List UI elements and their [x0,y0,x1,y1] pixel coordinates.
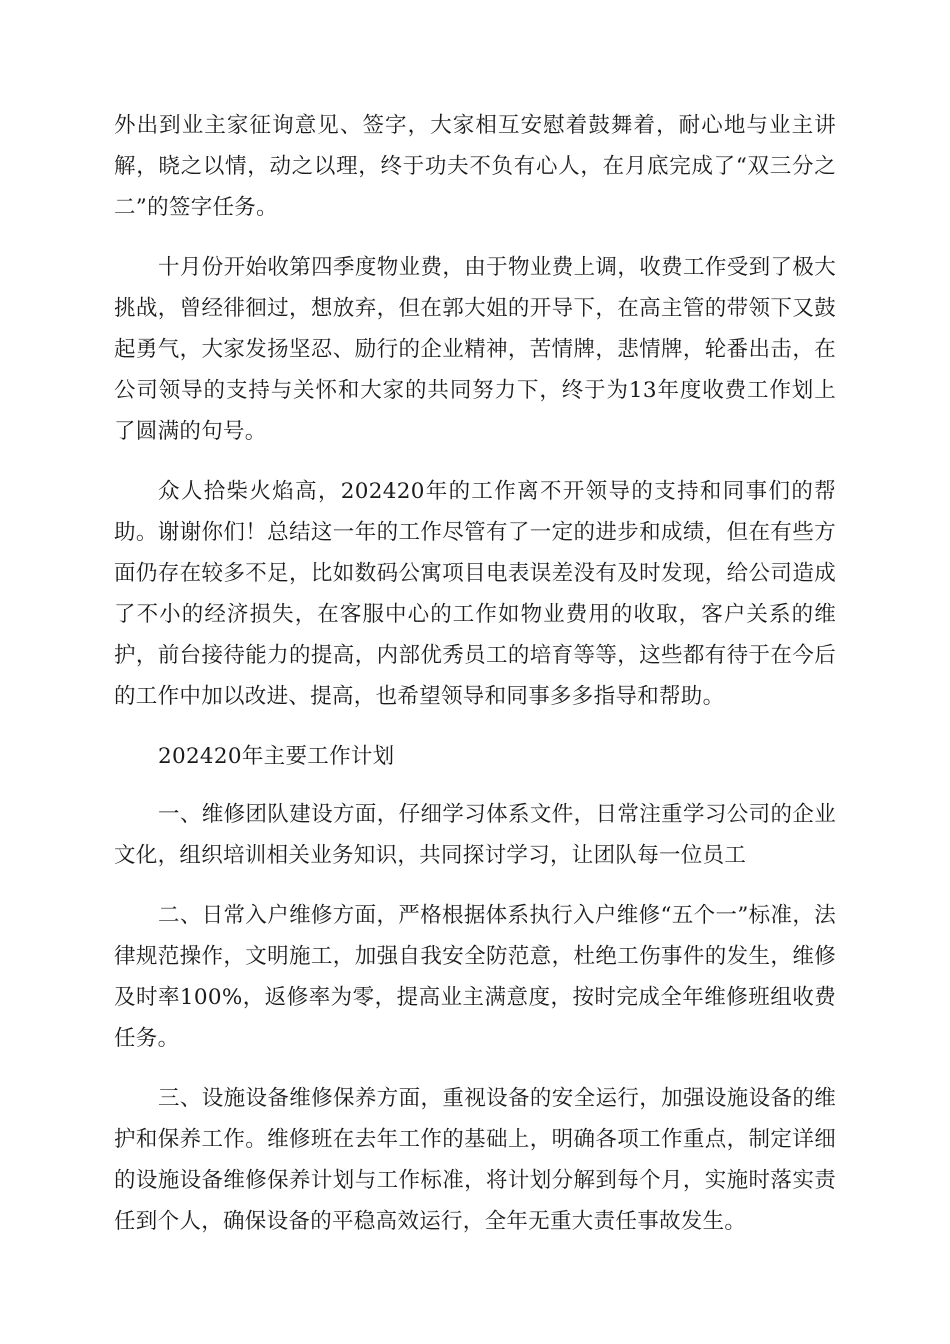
paragraph-summary: 众人拾柴火焰高，202420年的工作离不开领导的支持和同事们的帮助。谢谢你们！总结这一年的工作尽管有了一定的进步和成绩，但在有些方面仍存在较多不足，比如数码公寓项目电表误差没有及时发现，给公司造成了不小的经济损失，在客服中心的工作如物业费用的收取，客户关系的维护，前台接待能力的提高，内部优秀员工的培育等等，这些都有待于在今后的工作中加以改进、提高，也希望领导和同事多多指导和帮助。 [114,479,836,709]
document-page [114,105,836,1261]
paragraph-plan-item-2: 二、日常入户维修方面，严格根据体系执行入户维修“五个一”标准，法律规范操作，文明施工，加强自我安全防范意，杜绝工伤事件的发生，维修及时率100%，返修率为零，提高业主满意度，按时完成全年维修班组收费任务。 [114,903,836,1051]
section-heading-work-plan: 202420年主要工作计划 [158,744,395,769]
paragraph-continuation: 外出到业主家征询意见、签字，大家相互安慰着鼓舞着，耐心地与业主讲解，晓之以情，动之以理，终于功夫不负有心人，在月底完成了“双三分之二”的签字任务。 [114,113,836,220]
paragraph-plan-item-3: 三、设施设备维修保养方面，重视设备的安全运行，加强设施设备的维护和保养工作。维修班在去年工作的基础上，明确各项工作重点，制定详细的设施设备维修保养计划与工作标准，将计划分解到每个月，实施时落实责任到个人，确保设备的平稳高效运行，全年无重大责任事故发生。 [114,1086,836,1234]
paragraph-plan-item-1: 一、维修团队建设方面，仔细学习体系文件，日常注重学习公司的企业文化，组织培训相关业务知识，共同探讨学习，让团队每一位员工 [114,802,836,868]
paragraph-fee-collection: 十月份开始收第四季度物业费，由于物业费上调，收费工作受到了极大挑战，曾经徘徊过，想放弃，但在郭大姐的开导下，在高主管的带领下又鼓起勇气，大家发扬坚忍、励行的企业精神，苦情牌，悲情牌，轮番出击，在公司领导的支持与关怀和大家的共同努力下，终于为13年度收费工作划上了圆满的句号。 [114,255,836,444]
